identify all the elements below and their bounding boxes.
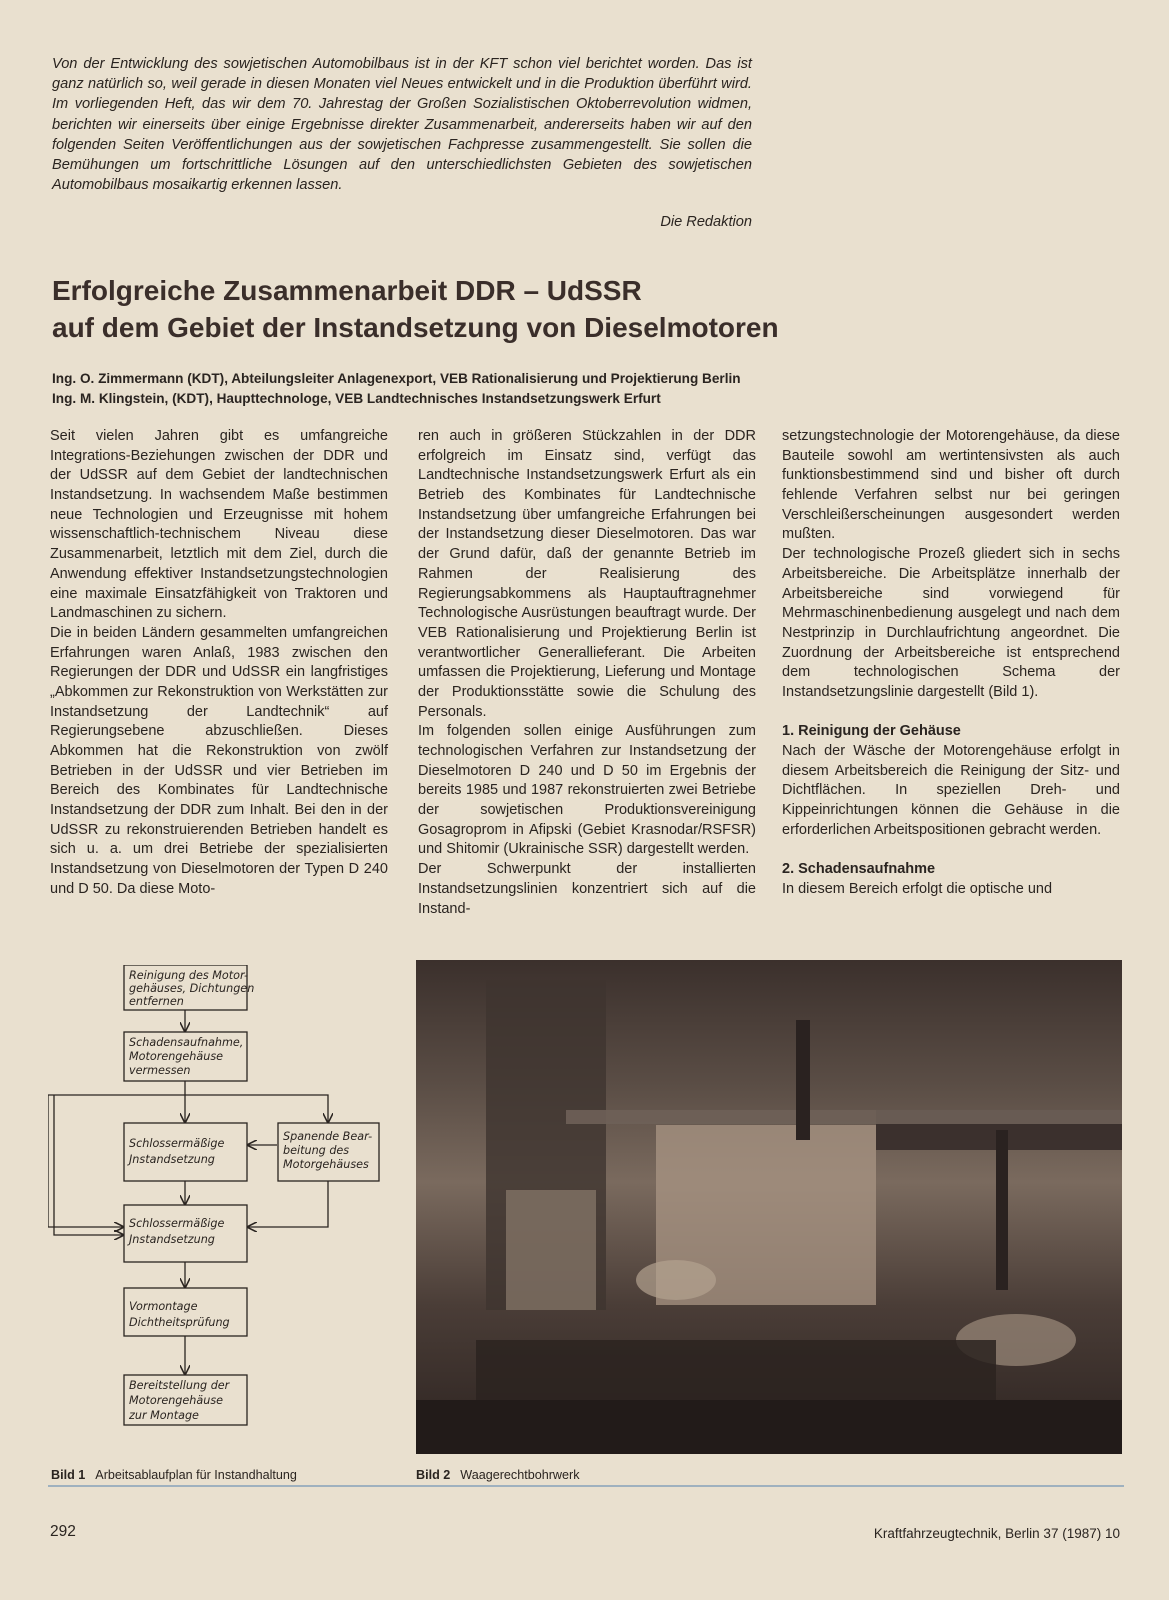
machine-illustration [416,960,1122,1454]
flow-text: Schlossermäßige [129,1217,225,1230]
figure-2-label: Bild 2 [416,1468,451,1482]
paragraph: Die in beiden Ländern gesammelten umfangreichen Erfahrungen waren Anlaß, 1983 zwischen den Regierungen der DDR und UdSSR ein langfristiges „Abkommen zur Rekonstruktion von Werkstätten zur Instandsetzung der Landtechnik“ auf Regierungsebene abzuschließen. Dieses Abkommen hat die Rekonstruktion von zwölf Betrieben in der UdSSR und vier Betrieben im Bereich des Kombinates für Landtechnische Instandsetzung der DDR zum Inhalt. Bei den in der UdSSR zu rekonstruierenden Betrieben handelt es sich u. a. um drei Betriebe der spezialisierten Instandsetzung von Dieselmotoren der Typen D 240 und D 50. Da diese Moto- [50,624,388,897]
paragraph: Der technologische Prozeß gliedert sich in sechs Arbeitsbereiche. Die Arbeitsplätze innerhalb der Arbeitsbereiche sind vorwiegend für Mehrmaschinenbedienung ausgelegt und nach dem Nestprinzip in Durchlaufrichtung angeordnet. Die Zuordnung der Arbeitsbereiche ist entsprechend dem technologischen Schema der Instandsetzungslinie dargestellt (Bild 1). [782,546,1120,700]
flowchart-diagram [48,965,400,1451]
page-number: 292 [50,1523,76,1540]
flow-text: Bereitstellung der [129,1379,230,1392]
paragraph: Im folgenden sollen einige Ausführungen zum technologischen Verfahren zur Instandsetzung der Dieselmotoren D 240 und D 50 im Ergebnis der bereits 1985 und 1987 rekonstruierten zwei Betriebe der sowjetischen Produktionsvereinigung Gosagroprom in Afipski (Gebiet Krasnodar/RSFSR) und Shitomir (Ukrainische SSR) dargestellt werden. [418,723,756,858]
flow-text: Jnstandsetzung [129,1233,215,1246]
paragraph: Seit vielen Jahren gibt es umfangreiche Integrations-Beziehungen zwischen der DDR und der UdSSR auf dem Gebiet der landtechnischen Instandsetzung. In wachsendem Maße bestimmen neue Technologien und Erzeugnisse mit hohem wissenschaftlich-technischem Niveau diese Zusammenarbeit, letztlich mit dem Ziel, durch die Anwendung effektiver Instandsetzungstechnologien eine maximale Einsatzfähigkeit von Traktoren und Landmaschinen zu sichern. [50,428,388,622]
flow-text: Schadensaufnahme, [129,1036,244,1049]
section-heading-2: 2. Schadensaufnahme [782,861,936,878]
flow-arrow [54,1095,123,1235]
flow-text: Spanende Bear- [283,1130,373,1143]
title-line-2: auf dem Gebiet der Instandsetzung von Dieselmotoren [52,312,779,343]
footer-divider [48,1485,1124,1487]
flow-text: zur Montage [129,1409,199,1422]
flow-text: gehäuses, Dichtungen [129,982,255,995]
author-line-1: Ing. O. Zimmermann (KDT), Abteilungsleiter Anlagenexport, VEB Rationalisierung und Projektierung Berlin [52,371,741,386]
article-title [52,272,1102,346]
figure-2-caption [416,1468,580,1482]
title-line-1: Erfolgreiche Zusammenarbeit DDR – UdSSR [52,275,642,306]
editor-signature: Die Redaktion [660,214,752,230]
flow-text: Motorengehäuse [129,1394,224,1407]
flow-text: beitung des [283,1144,350,1157]
flow-text: Reinigung des Motor- [129,969,249,982]
flow-text: Schlossermäßige [129,1137,225,1150]
flow-text: Dichtheitsprüfung [129,1316,230,1329]
flow-text: Motorengehäuse [129,1050,224,1063]
flow-text: Jnstandsetzung [129,1153,215,1166]
figure-2-text: Waagerechtbohrwerk [460,1468,580,1482]
paragraph: ren auch in größeren Stückzahlen in der DDR erfolgreich im Einsatz sind, verfügt das Landtechnische Instandsetzungswerk Erfurt als ein Betrieb des Kombinates für Landtechnische Instandsetzung über umfangreiche Erfahrungen bei der Instandsetzung dieser Dieselmotoren. Das war der Grund dafür, daß der genannte Betrieb im Rahmen der Realisierung des Regierungsabkommens als Hauptauftragnehmer Technologische Ausrüstungen beauftragt wurde. Der VEB Rationalisierung und Projektierung Berlin ist verantwortlicher Generallieferant. Die Arbeiten umfassen die Projektierung, Lieferung und Montage der Produktionsstätte sowie die Schulung des Personals. [418,428,756,720]
figure-1-caption [51,1468,297,1482]
author-line-2: Ing. M. Klingstein, (KDT), Haupttechnologe, VEB Landtechnisches Instandsetzungswerk Erfurt [52,391,661,406]
paragraph: setzungstechnologie der Motorengehäuse, da diese Bauteile sowohl am wertintensivsten als auch funktionsbestimmend sind und bisher oft durch fehlende Verfahren selbst nur bei geringen Verschleißerscheinungen ausgesondert werden mußten. [782,428,1120,543]
paragraph: In diesem Bereich erfolgt die optische und [782,880,1053,897]
section-heading-1: 1. Reinigung der Gehäuse [782,723,961,740]
text-column-3 [782,427,1120,899]
photo-horizontal-boring-machine [416,960,1122,1454]
journal-reference: Kraftfahrzeugtechnik, Berlin 37 (1987) 10 [873,1526,1120,1541]
flow-box-repair-1 [124,1123,247,1181]
flow-text: vermessen [129,1064,191,1077]
paragraph: Der Schwerpunkt der installierten Instandsetzungslinien konzentriert sich auf die Instand- [418,861,756,917]
figure-1-text: Arbeitsablaufplan für Instandhaltung [95,1468,297,1482]
flow-text: Vormontage [129,1300,198,1313]
paragraph: Nach der Wäsche der Motorengehäuse erfolgt in diesem Arbeitsbereich die Reinigung der Sitz- und Dichtflächen. In speziellen Dreh- und Kippeinrichtungen können die Gehäuse in die erforderlichen Arbeitspositionen gebracht werden. [782,742,1120,838]
flow-text: Motorgehäuses [283,1158,369,1171]
flow-arrow [248,1181,328,1227]
text-column-2 [418,427,756,919]
text-column-1 [50,427,388,900]
intro-paragraph: Von der Entwicklung des sowjetischen Automobilbaus ist in der KFT schon viel berichtet worden. Das ist ganz natürlich so, weil gerade in diesen Monaten viel Neues entwickelt und in die Produktion überführt wird. Im vorliegenden Heft, das wir dem 70. Jahrestag der Großen Sozialistischen Oktoberrevolution widmen, berichten wir einerseits über einige Ergebnisse direkter Zusammenarbeit, andererseits haben wir auf den folgenden Seiten Veröffentlichungen aus der sowjetischen Fachpresse zusammengestellt. Sie sollen die Bemühungen um fortschrittliche Lösungen auf den unterschiedlichsten Gebieten des sowjetischen Automobilbaus mosaikartig erkennen lassen. [52,56,752,194]
flow-arrow [185,1095,328,1122]
figure-1-label: Bild 1 [51,1468,86,1482]
flow-text: entfernen [129,995,184,1008]
